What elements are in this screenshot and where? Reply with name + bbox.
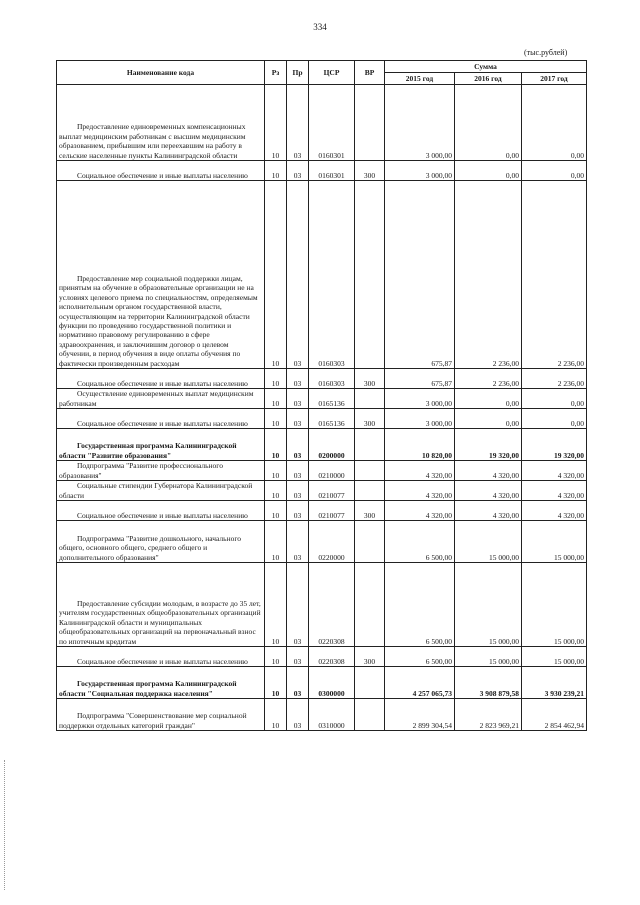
cell-y2015: 3 000,00 [385, 85, 455, 161]
cell-y2017: 0,00 [522, 389, 587, 409]
row-name: Подпрограмма "Развитие дошкольного, начального общего, основного общего, среднего общего и дополнительного образования" [59, 533, 242, 562]
cell-vr [355, 667, 385, 699]
row-name: Социальное обеспечение и иные выплаты населению [77, 510, 248, 520]
cell-y2015: 3 000,00 [385, 389, 455, 409]
cell-csr: 0210000 [309, 461, 355, 481]
header-rz: Рз [265, 61, 287, 85]
cell-pr: 03 [287, 481, 309, 501]
cell-pr: 03 [287, 461, 309, 481]
cell-y2016: 3 908 879,58 [455, 667, 522, 699]
row-name: Социальное обеспечение и иные выплаты населению [77, 656, 248, 666]
table-row [57, 481, 587, 501]
cell-pr: 03 [287, 521, 309, 563]
cell-rz: 10 [265, 409, 287, 429]
cell-vr: 300 [355, 409, 385, 429]
cell-pr: 03 [287, 699, 309, 731]
cell-y2017: 2 236,00 [522, 181, 587, 369]
cell-y2017: 15 000,00 [522, 563, 587, 647]
row-name: Социальное обеспечение и иные выплаты населению [77, 418, 248, 428]
cell-y2016: 0,00 [455, 409, 522, 429]
table-row [57, 369, 587, 389]
cell-name [57, 85, 265, 161]
table-row [57, 429, 587, 461]
cell-vr: 300 [355, 501, 385, 521]
cell-name [57, 161, 265, 181]
cell-csr: 0220308 [309, 647, 355, 667]
table-header [57, 61, 587, 85]
cell-vr [355, 481, 385, 501]
cell-pr: 03 [287, 181, 309, 369]
cell-name [57, 181, 265, 369]
cell-y2017: 2 854 462,94 [522, 699, 587, 731]
cell-csr: 0210077 [309, 481, 355, 501]
cell-name [57, 429, 265, 461]
row-name: Социальные стипендии Губернатора Калининградской области [59, 481, 253, 500]
cell-pr: 03 [287, 647, 309, 667]
cell-csr: 0165136 [309, 389, 355, 409]
cell-vr: 300 [355, 161, 385, 181]
cell-vr [355, 699, 385, 731]
header-sum: Сумма [385, 61, 587, 73]
table-row [57, 461, 587, 481]
cell-rz: 10 [265, 647, 287, 667]
cell-name [57, 699, 265, 731]
header-pr: Пр [287, 61, 309, 85]
scan-edge-marks [4, 760, 6, 890]
header-2015: 2015 год [385, 73, 455, 85]
cell-pr: 03 [287, 409, 309, 429]
cell-pr: 03 [287, 161, 309, 181]
cell-csr: 0160301 [309, 161, 355, 181]
cell-y2015: 2 899 304,54 [385, 699, 455, 731]
table-row [57, 699, 587, 731]
cell-name [57, 369, 265, 389]
cell-y2017: 3 930 239,21 [522, 667, 587, 699]
table-row [57, 501, 587, 521]
cell-pr: 03 [287, 501, 309, 521]
cell-vr [355, 85, 385, 161]
cell-rz: 10 [265, 369, 287, 389]
header-csr: ЦСР [309, 61, 355, 85]
cell-y2017: 19 320,00 [522, 429, 587, 461]
cell-y2015: 6 500,00 [385, 647, 455, 667]
cell-y2016: 0,00 [455, 389, 522, 409]
cell-y2017: 0,00 [522, 161, 587, 181]
cell-rz: 10 [265, 521, 287, 563]
cell-csr: 0300000 [309, 667, 355, 699]
cell-vr: 300 [355, 369, 385, 389]
cell-rz: 10 [265, 501, 287, 521]
budget-table [56, 60, 587, 731]
cell-y2016: 15 000,00 [455, 521, 522, 563]
cell-rz: 10 [265, 161, 287, 181]
cell-pr: 03 [287, 429, 309, 461]
cell-pr: 03 [287, 369, 309, 389]
cell-y2016: 2 823 969,21 [455, 699, 522, 731]
cell-name [57, 647, 265, 667]
row-name: Осуществление единовременных выплат медицинским работникам [59, 389, 254, 408]
cell-y2016: 2 236,00 [455, 369, 522, 389]
cell-y2015: 675,87 [385, 369, 455, 389]
cell-rz: 10 [265, 461, 287, 481]
cell-y2016: 19 320,00 [455, 429, 522, 461]
cell-vr [355, 461, 385, 481]
cell-rz: 10 [265, 481, 287, 501]
header-name: Наименование кода [57, 61, 265, 85]
cell-rz: 10 [265, 563, 287, 647]
row-name: Предоставление субсидии молодым, в возрасте до 35 лет, учителям государственных общеобразовательных организаций Калининградской области и муниципальных общеобразовательных организаций на первоначальный взнос по ипотечным кредитам [59, 598, 261, 646]
cell-y2017: 15 000,00 [522, 647, 587, 667]
cell-y2016: 4 320,00 [455, 481, 522, 501]
cell-name [57, 501, 265, 521]
cell-name [57, 667, 265, 699]
table-row [57, 563, 587, 647]
table-body [57, 85, 587, 731]
cell-rz: 10 [265, 429, 287, 461]
cell-name [57, 389, 265, 409]
cell-y2015: 4 320,00 [385, 481, 455, 501]
table-row [57, 647, 587, 667]
cell-vr: 300 [355, 647, 385, 667]
cell-name [57, 481, 265, 501]
cell-pr: 03 [287, 85, 309, 161]
page-number: 334 [313, 22, 327, 32]
cell-y2015: 3 000,00 [385, 161, 455, 181]
cell-y2017: 15 000,00 [522, 521, 587, 563]
cell-y2016: 4 320,00 [455, 501, 522, 521]
header-2017: 2017 год [522, 73, 587, 85]
table-row [57, 389, 587, 409]
cell-csr: 0200000 [309, 429, 355, 461]
table-row [57, 409, 587, 429]
table-row [57, 85, 587, 161]
cell-y2017: 0,00 [522, 409, 587, 429]
cell-y2015: 3 000,00 [385, 409, 455, 429]
cell-vr [355, 389, 385, 409]
cell-csr: 0310000 [309, 699, 355, 731]
row-name: Предоставление единовременных компенсационных выплат медицинским работникам с высшим медицинским образованием, прибывшим или переехавшим на работу в сельские населенные пункты Калининградской области [59, 122, 246, 160]
cell-rz: 10 [265, 181, 287, 369]
cell-y2016: 2 236,00 [455, 181, 522, 369]
cell-y2017: 4 320,00 [522, 481, 587, 501]
cell-csr: 0220308 [309, 563, 355, 647]
cell-y2015: 4 320,00 [385, 501, 455, 521]
table-row [57, 161, 587, 181]
row-name: Социальное обеспечение и иные выплаты населению [77, 378, 248, 388]
cell-vr [355, 563, 385, 647]
row-name: Предоставление мер социальной поддержки лицам, принятым на обучение в образовательные организации не на условиях целевого приема по специальностям, определяемым исполнительным органом государственной власти, осуществляющим на территории Калининградской области функции по проведению государственной политики и нормативно правовому регулированию в сфере здравоохранения, и заключившим договор о целевом обучении, в период обучения в виде оплаты обучения по фактически произведенным расходам [59, 273, 258, 368]
cell-y2017: 0,00 [522, 85, 587, 161]
cell-y2017: 4 320,00 [522, 501, 587, 521]
cell-rz: 10 [265, 389, 287, 409]
cell-y2015: 675,87 [385, 181, 455, 369]
cell-y2015: 6 500,00 [385, 521, 455, 563]
header-vr: ВР [355, 61, 385, 85]
cell-name [57, 461, 265, 481]
cell-y2017: 2 236,00 [522, 369, 587, 389]
row-name: Государственная программа Калининградской области "Развитие образования" [59, 441, 237, 460]
cell-csr: 0160303 [309, 369, 355, 389]
units-label: (тыс.рублей) [524, 48, 568, 57]
table-row [57, 521, 587, 563]
cell-rz: 10 [265, 85, 287, 161]
cell-y2016: 15 000,00 [455, 647, 522, 667]
row-name: Подпрограмма "Совершенствование мер социальной поддержки отдельных категорий граждан" [59, 711, 247, 730]
cell-y2016: 0,00 [455, 161, 522, 181]
cell-name [57, 409, 265, 429]
table-row [57, 181, 587, 369]
cell-y2015: 6 500,00 [385, 563, 455, 647]
cell-y2015: 10 820,00 [385, 429, 455, 461]
cell-vr [355, 429, 385, 461]
header-2016: 2016 год [455, 73, 522, 85]
cell-y2017: 4 320,00 [522, 461, 587, 481]
cell-pr: 03 [287, 389, 309, 409]
cell-csr: 0220000 [309, 521, 355, 563]
cell-y2016: 0,00 [455, 85, 522, 161]
row-name: Социальное обеспечение и иные выплаты населению [77, 170, 248, 180]
row-name: Государственная программа Калининградской области "Социальная поддержка населения" [59, 679, 237, 698]
cell-name [57, 521, 265, 563]
cell-rz: 10 [265, 667, 287, 699]
cell-csr: 0210077 [309, 501, 355, 521]
table-row [57, 667, 587, 699]
cell-csr: 0165136 [309, 409, 355, 429]
cell-vr [355, 181, 385, 369]
cell-csr: 0160303 [309, 181, 355, 369]
cell-rz: 10 [265, 699, 287, 731]
cell-csr: 0160301 [309, 85, 355, 161]
cell-pr: 03 [287, 563, 309, 647]
cell-y2015: 4 257 065,73 [385, 667, 455, 699]
cell-y2015: 4 320,00 [385, 461, 455, 481]
cell-y2016: 4 320,00 [455, 461, 522, 481]
cell-vr [355, 521, 385, 563]
cell-y2016: 15 000,00 [455, 563, 522, 647]
row-name: Подпрограмма "Развитие профессионального образования" [59, 461, 223, 480]
cell-pr: 03 [287, 667, 309, 699]
cell-name [57, 563, 265, 647]
